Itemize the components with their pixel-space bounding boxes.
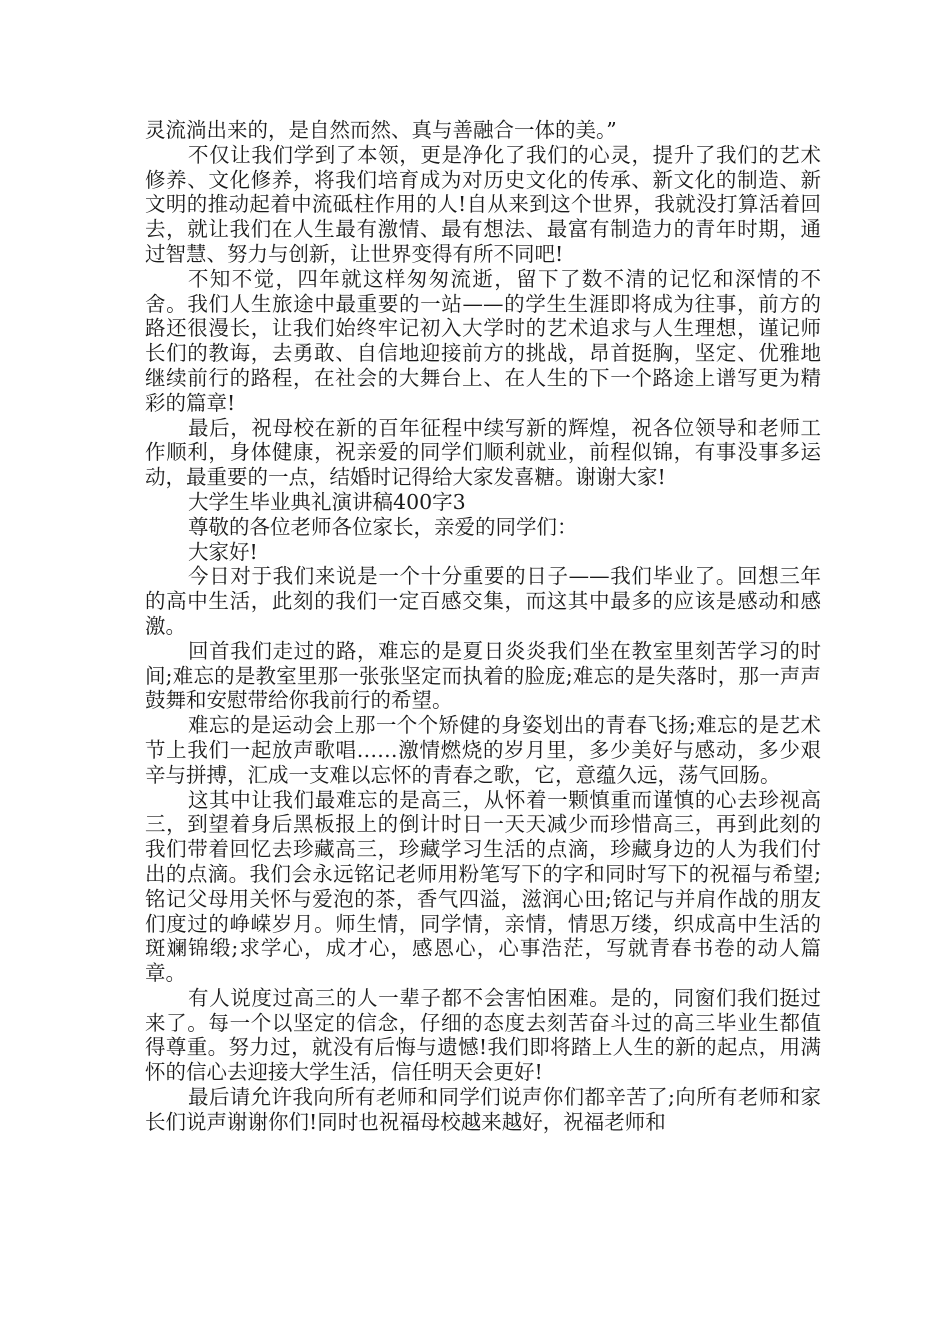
document-body [145,118,821,1135]
paragraph: 回首我们走过的路，难忘的是夏日炎炎我们坐在教室里刻苦学习的时间;难忘的是教室里那一张张坚定而执着的脸庞;难忘的是失落时，那一声声鼓舞和安慰带给你我前行的希望。 [145,638,821,713]
paragraph: 灵流淌出来的，是自然而然、真与善融合一体的美。” [145,118,617,142]
paragraph: 难忘的是运动会上那一个个矫健的身姿划出的青春飞扬;难忘的是艺术节上我们一起放声歌唱……激情燃烧的岁月里，多少美好与感动，多少艰辛与拼搏，汇成一支难以忘怀的青春之歌，它，意蕴久远，荡气回肠。 [145,713,821,787]
paragraph: 不知不觉，四年就这样匆匆流逝，留下了数不清的记忆和深情的不舍。我们人生旅途中最重要的一站——的学生生涯即将成为往事，前方的路还很漫长，让我们始终牢记初入大学时的艺术追求与人生理想，谨记师长们的教诲，去勇敢、自信地迎接前方的挑战，昂首挺胸，坚定、优雅地继续前行的路程，在社会的大舞台上、在人生的下一个路途上谱写更为精彩的篇章! [145,266,821,415]
paragraph: 今日对于我们来说是一个十分重要的日子——我们毕业了。回想三年的高中生活，此刻的我们一定百感交集，而这其中最多的应该是感动和感激。 [145,564,821,638]
paragraph: 最后请允许我向所有老师和同学们说声你们都辛苦了;向所有老师和家长们说声谢谢你们!同时也祝福母校越来越好，祝福老师和 [145,1085,821,1134]
paragraph: 有人说度过高三的人一辈子都不会害怕困难。是的，同窗们我们挺过来了。每一个以坚定的信念，仔细的态度去刻苦奋斗过的高三毕业生都值得尊重。努力过，就没有后悔与遗憾!我们即将踏上人生的新的起点，用满怀的信心去迎接大学生活，信任明天会更好! [145,985,821,1085]
salutation: 尊敬的各位老师各位家长，亲爱的同学们： [188,514,578,539]
paragraph: 这其中让我们最难忘的是高三，从怀着一颗慎重而谨慎的心去珍视高三，到望着身后黑板报上的倒计时日一天天减少而珍惜高三，再到此刻的我们带着回忆去珍藏高三，珍藏学习生活的点滴，珍藏身边的人为我们付出的点滴。我们会永远铭记老师用粉笔写下的字和同时写下的祝福与希望;铭记父母用关怀与爱泡的茶，香气四溢，滋润心田;铭记与并肩作战的朋友们度过的峥嵘岁月。师生情，同学情，亲情，情思万缕，织成高中生活的斑斓锦缎;求学心，成才心，感恩心，心事浩茫，写就青春书卷的动人篇章。 [145,787,821,986]
greeting: 大家好! [188,539,258,564]
paragraph: 最后，祝母校在新的百年征程中续写新的辉煌，祝各位领导和老师工作顺利，身体健康，祝亲爱的同学们顺利就业，前程似锦，有事没事多运动，最重要的一点，结婚时记得给大家发喜糖。谢谢大家! [145,415,821,490]
paragraph: 不仅让我们学到了本领，更是净化了我们的心灵，提升了我们的艺术修养、文化修养，将我们培育成为对历史文化的传承、新文化的制造、新文明的推动起着中流砥柱作用的人!自从来到这个世界，我就没打算活着回去，就让我们在人生最有激情、最有想法、最富有制造力的青年时期，通过智慧、努力与创新，让世界变得有所不同吧! [145,142,821,266]
section-heading: 大学生毕业典礼演讲稿400字3 [188,489,466,514]
